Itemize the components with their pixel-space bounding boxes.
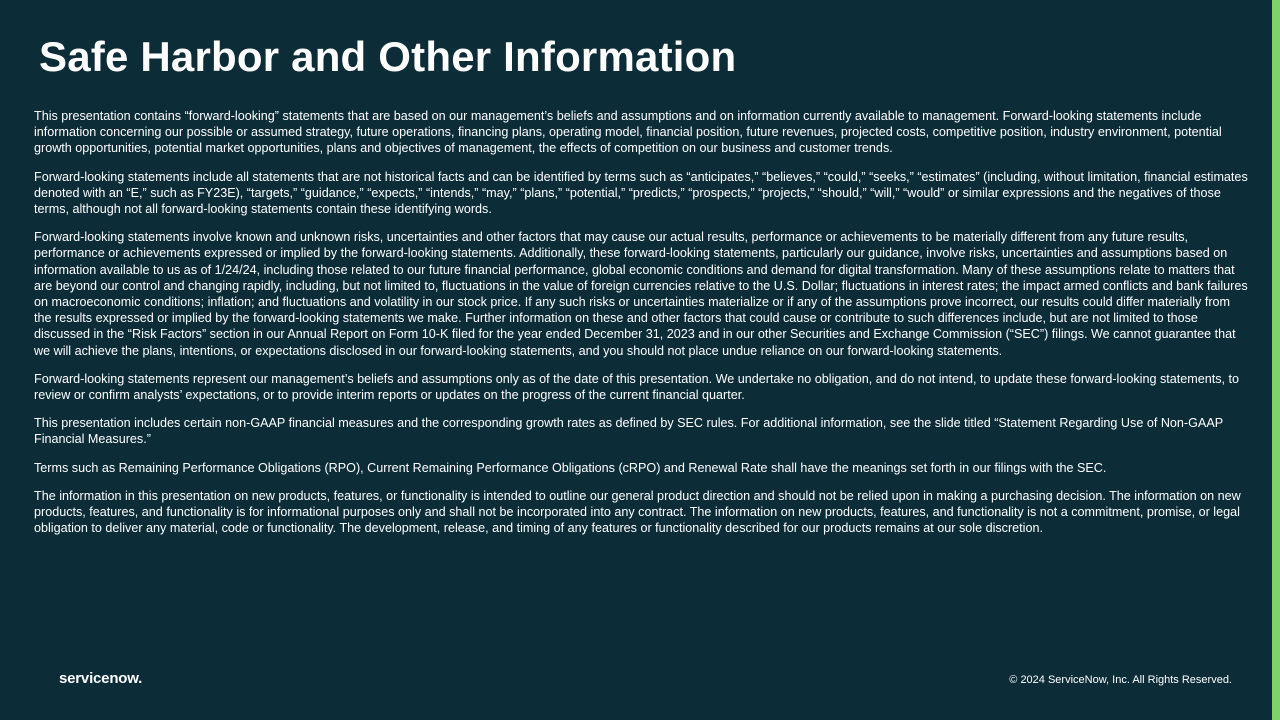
servicenow-logo: servicenow.: [59, 670, 143, 687]
copyright-notice: © 2024 ServiceNow, Inc. All Rights Reserved.: [1009, 674, 1232, 686]
right-accent-bar: [1272, 0, 1280, 720]
slide-title: Safe Harbor and Other Information: [39, 33, 737, 80]
update-obligation-paragraph: Forward-looking statements represent our management’s beliefs and assumptions only as of the date of this presentation. We undertake no obligation, and do not intend, to update these forward-looking statements, to review or confirm analysts’ expectations, or to provide interim reports or updates on the progress of the current financial quarter.: [34, 371, 1240, 403]
safe-harbor-body: [34, 108, 1248, 548]
rpo-definition-paragraph: Terms such as Remaining Performance Obligations (RPO), Current Remaining Performance Obligations (cRPO) and Renewal Rate shall have the meanings set forth in our filings with the SEC.: [34, 460, 1107, 475]
forward-looking-intro-paragraph: This presentation contains “forward-looking” statements that are based on our management’s beliefs and assumptions and on information currently available to management. Forward-looking statements include information concerning our possible or assumed strategy, future operations, financing plans, operating model, financial position, future revenues, projected costs, competitive position, industry environment, potential growth opportunities, potential market opportunities, plans and objectives of management, the effects of competition on our business and customer trends.: [34, 109, 1222, 156]
identifying-terms-paragraph: Forward-looking statements include all statements that are not historical facts and can be identified by terms such as “anticipates,” “believes,” “could,” “seeks,” “estimates” (including, without limitation, financial estimates denoted with an “E,” such as FY23E), “targets,” “guidance,” “expects,” “intends,” “may,” “plans,” “potential,” “predicts,” “prospects,” “projects,” “should,” “will,” “would” or similar expressions and the negatives of those terms, although not all forward-looking statements contain these identifying words.: [34, 169, 1248, 217]
non-gaap-paragraph: This presentation includes certain non-GAAP financial measures and the corresponding growth rates as defined by SEC rules. For additional information, see the slide titled “Statement Regarding Use of Non-GAAP Financial Measures.”: [34, 416, 1223, 447]
risks-paragraph: Forward-looking statements involve known and unknown risks, uncertainties and other factors that may cause our actual results, performance or achievements to be materially different from any future results, performance or achievements expressed or implied by the forward-looking statements. Additionally, these forward-looking statements, particularly our guidance, involve risks, uncertainties and assumptions based on information available to us as of 1/24/24, including those related to our future financial performance, global economic conditions and demand for digital transformation. Many of these assumptions relate to matters that are beyond our control and changing rapidly, including, but not limited to, fluctuations in the value of foreign currencies relative to the U.S. Dollar; fluctuations in interest rates; the impact armed conflicts and bank failures on macroeconomic conditions; inflation; and fluctuations and volatility in our stock price. If any such risks or uncertainties materialize or if any of the assumptions prove incorrect, our results could differ materially from the results expressed or implied by the forward-looking statements we make. Further information on these and other factors that could cause or contribute to such differences include, but are not limited to those discussed in the “Risk Factors” section in our Annual Report on Form 10-K filed for the year ended December 31, 2023 and in our other Securities and Exchange Commission (“SEC”) filings. We cannot guarantee that we will achieve the plans, intentions, or expectations disclosed in our forward-looking statements, and you should not place undue reliance on our forward-looking statements.: [34, 230, 1248, 358]
product-information-paragraph: The information in this presentation on new products, features, or functionality is intended to outline our general product direction and should not be relied upon in making a purchasing decision. The information on new products, features, and functionality is for informational purposes only and shall not be incorporated into any contract. The information on new products, features, and functionality is not a commitment, promise, or legal obligation to deliver any material, code or functionality. The development, release, and timing of any features or functionality described for our products remains at our sole discretion.: [34, 488, 1241, 536]
